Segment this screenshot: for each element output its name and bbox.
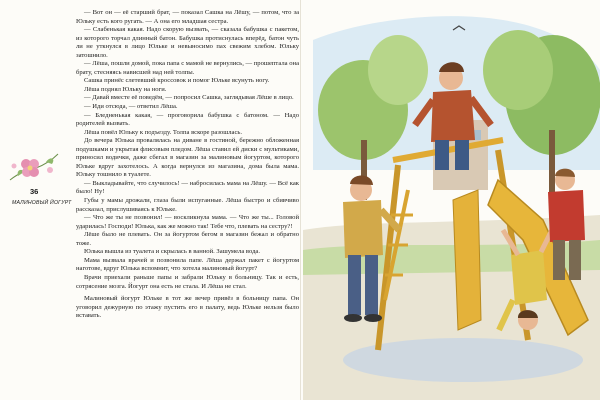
playground-illustration bbox=[303, 0, 600, 400]
paragraph: Лёша поднял Юльку на ноги. bbox=[84, 85, 167, 93]
flower-ornament-icon bbox=[6, 150, 60, 186]
running-head: МАЛИНОВЫЙ ЙОГУРТ bbox=[12, 200, 72, 206]
paragraph: — Выкладывайте, что случилось! — набросилась мама на Лёшу. — Всё как было! Ну! bbox=[76, 179, 299, 196]
tree-foliage bbox=[368, 35, 428, 105]
paragraph: — Вот он — её старший брат, — показал Сашка на Лёшу, — потом, что за Юльку есть кого ругать. — А она его младшая сестра. bbox=[76, 9, 299, 25]
paragraph: — Давай вместе её поведём, — попросил Сашка, заглядывая Лёше в лицо. bbox=[84, 94, 294, 102]
page-number: 36 bbox=[30, 187, 39, 196]
paragraph: — Слабенькая какая. Надо скорую вызвать, — сказала бабушка с пакетом, из которого торчал длинный батон. Бабушка протиснулась вперёд, батон чуть ли не уткнулся в лицо Юльке и невыносимо пах свежим хлебом. Юльку затошнило. bbox=[76, 26, 299, 59]
left-margin bbox=[6, 150, 68, 186]
paragraph: Лёше было не плевать. Он за йогуртом бегом в магазин бежал и обратно тоже. bbox=[76, 231, 299, 247]
tree-foliage bbox=[483, 30, 553, 110]
paragraph: Сашка принёс слетевший кроссовок и помог Юльке всунуть ногу. bbox=[84, 77, 270, 85]
page-gutter bbox=[300, 0, 301, 400]
paragraph: — Бледненькая какая, — проговорила бабушка с батоном. — Надо родителей вызвать. bbox=[76, 111, 299, 128]
paragraph: Мама вызвала врачей и позвонила папе. Лёша держал пакет с йогуртом наготове, вдруг Юлька вспомнит, что хотела малиновый йогурт? bbox=[76, 256, 299, 273]
paragraph: — Иди отсюда, — ответил Лёша. bbox=[84, 103, 178, 111]
paragraph: Лёша повёл Юльку к подъезду. Толпа вскоре разошлась. bbox=[84, 128, 243, 136]
paragraph: Врачи приехали раньше папы и забрали Юльку в больницу. Так и есть, сотрясение мозга. Йогурт она есть не стала. И Лёша не стал. bbox=[76, 273, 299, 290]
paragraph: — Лёша, пошли домой, пока папа с мамой не вернулись, — прошептала она брату, стесняясь нависшей над ней толпы. bbox=[76, 60, 299, 76]
paragraph: До вечера Юлька провалялась на диване в гостиной, бережно обложенная подушками и укрытая флисовым пледом. Лёша ставил ей диски с мультиками, приносил водички, даже сбегал в магазин за малиновым йогуртом, которого Юльке вдруг захотелось. А когда вернулся из магазина, дома была мама. Юльку тошнило в туалете. bbox=[76, 137, 299, 179]
story-text-column bbox=[76, 9, 299, 391]
paragraph: Губы у мамы дрожали, глаза были испуганные. Лёша быстро и сбивчиво рассказал, прислушиваясь к Юльке. bbox=[76, 197, 299, 213]
paragraph: Юлька вышла из туалета и скрылась в ванной. Зашумела вода. bbox=[84, 248, 260, 256]
paragraph: Малиновый йогурт Юльке в тот же вечер привёз в больницу папа. Он уговорил дежурную по этажу пустить его в палату, ведь Юльке нельзя было вставать. bbox=[76, 295, 299, 320]
paragraph: — Что же ты не позвонил! — воскликнула мама. — Что же ты... Головой ударилась! Господи! Юлька, как же можно так! Тебе что, плевать на сестру?! bbox=[76, 214, 299, 230]
